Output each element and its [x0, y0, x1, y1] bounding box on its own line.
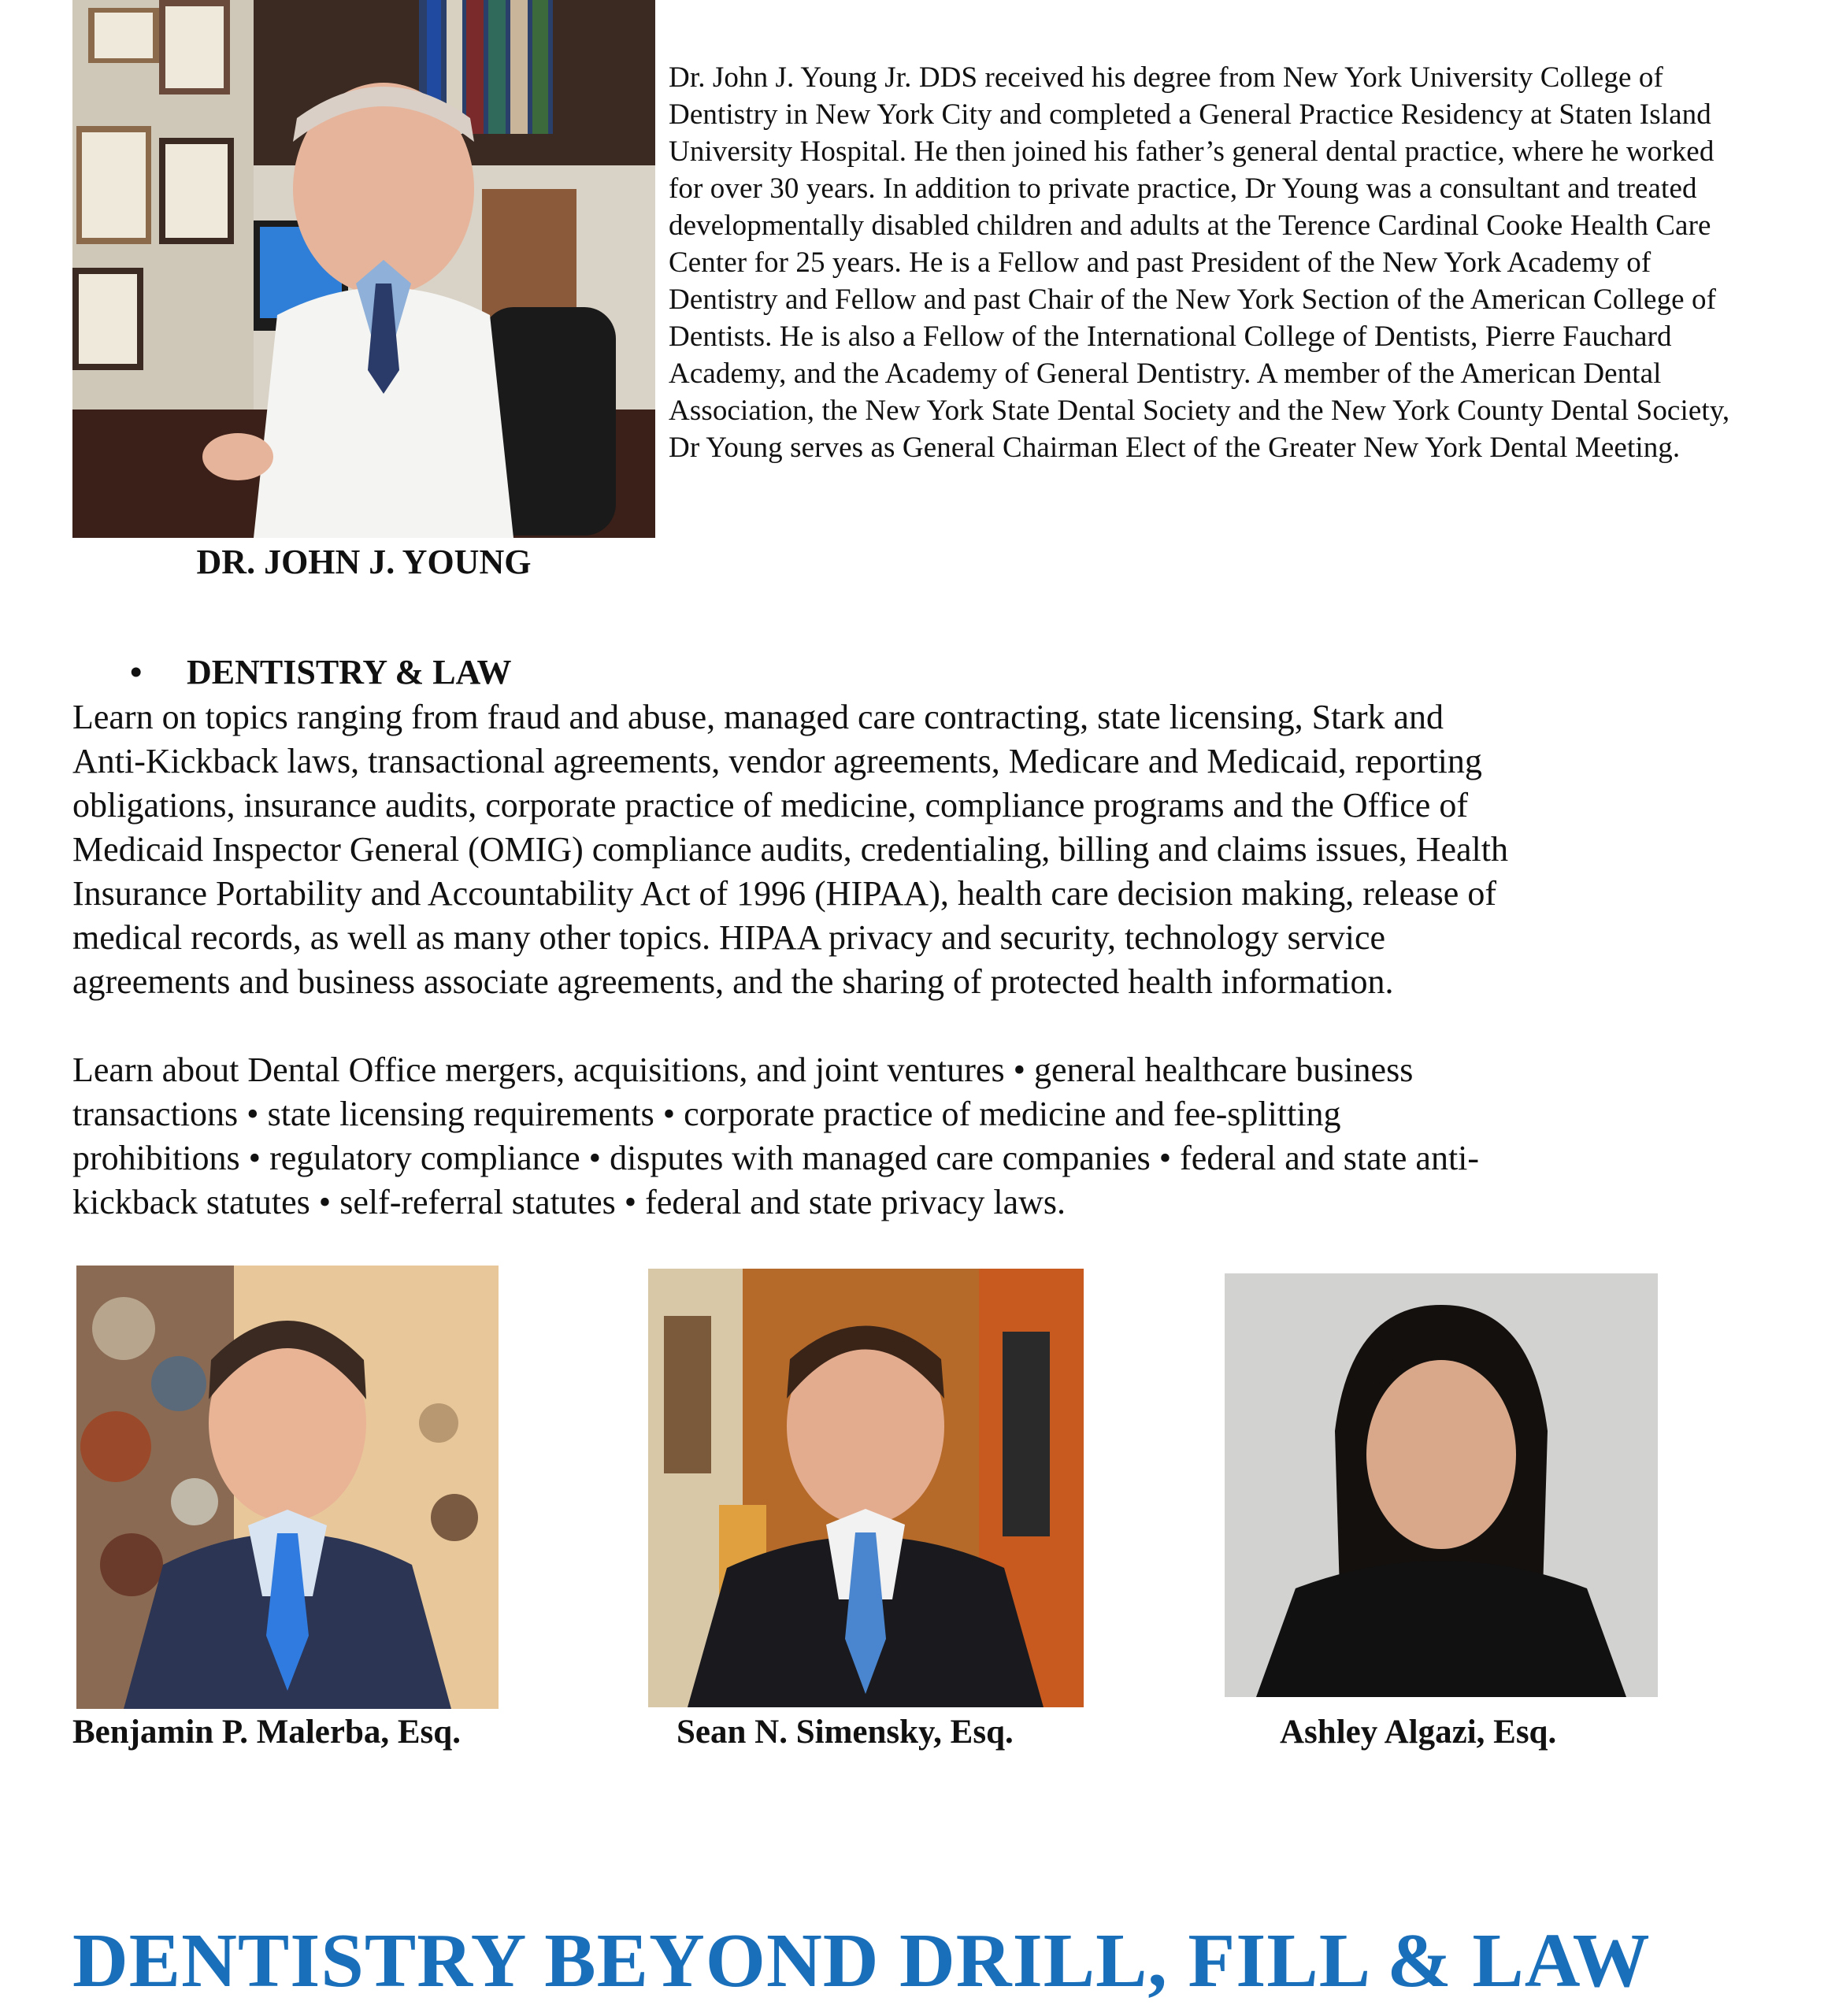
- attorney-name-simensky: Sean N. Simensky, Esq.: [677, 1714, 1014, 1751]
- bio-line: Dr Young serves as General Chairman Elect of the Greater New York Dental Meeting.: [669, 432, 1681, 464]
- paragraph-line: prohibitions • regulatory compliance • disputes with managed care companies • federal and state anti-: [72, 1139, 1480, 1177]
- bio-line: for over 30 years. In addition to private practice, Dr Young was a consultant and treated: [669, 172, 1697, 205]
- paragraph-line: Learn about Dental Office mergers, acquisitions, and joint ventures • general healthcare business: [72, 1051, 1414, 1089]
- mergers-paragraph: [72, 1048, 1758, 1225]
- john-young-photo: [72, 0, 655, 538]
- bio-line: Center for 25 years. He is a Fellow and past President of the New York Academy of: [669, 246, 1652, 279]
- bio-line: developmentally disabled children and adults at the Terence Cardinal Cooke Health Care: [669, 209, 1711, 242]
- paragraph-line: Insurance Portability and Accountability Act of 1996 (HIPAA), health care decision making, release of: [72, 874, 1496, 913]
- bio-line: Dentistry in New York City and completed a General Practice Residency at Staten Island: [669, 98, 1711, 131]
- attorney-name-algazi: Ashley Algazi, Esq.: [1280, 1714, 1557, 1751]
- bullet-icon: •: [130, 653, 143, 691]
- paragraph-line: Learn on topics ranging from fraud and abuse, managed care contracting, state licensing, Stark and: [72, 698, 1444, 736]
- attorney-name-malerba: Benjamin P. Malerba, Esq.: [72, 1714, 461, 1751]
- topics-paragraph: [72, 695, 1758, 1004]
- john-young-bio: [669, 59, 1826, 466]
- paragraph-line: kickback statutes • self-referral statutes • federal and state privacy laws.: [72, 1183, 1066, 1221]
- bio-line: Dentists. He is also a Fellow of the International College of Dentists, Pierre Fauchard: [669, 321, 1672, 353]
- paragraph-line: agreements and business associate agreements, and the sharing of protected health information.: [72, 962, 1394, 1001]
- paragraph-line: Medicaid Inspector General (OMIG) compliance audits, credentialing, billing and claims issues, Health: [72, 830, 1508, 869]
- footer-title: DENTISTRY BEYOND DRILL, FILL & LAW: [72, 1918, 1651, 2003]
- simensky-photo: [648, 1269, 1084, 1707]
- bio-line: Dr. John J. Young Jr. DDS received his degree from New York University College of: [669, 61, 1663, 94]
- paragraph-line: obligations, insurance audits, corporate practice of medicine, compliance programs and the Office of: [72, 786, 1468, 825]
- paragraph-line: medical records, as well as many other topics. HIPAA privacy and security, technology service: [72, 918, 1386, 957]
- paragraph-line: Anti-Kickback laws, transactional agreements, vendor agreements, Medicare and Medicaid, reporting: [72, 742, 1482, 780]
- algazi-photo: [1225, 1273, 1658, 1697]
- bio-line: University Hospital. He then joined his father’s general dental practice, where he worked: [669, 135, 1715, 168]
- paragraph-line: transactions • state licensing requirements • corporate practice of medicine and fee-splitting: [72, 1095, 1341, 1133]
- bio-line: Dentistry and Fellow and past Chair of the New York Section of the American College of: [669, 284, 1717, 316]
- section-heading: [130, 650, 511, 695]
- malerba-photo: [76, 1266, 499, 1709]
- bio-line: Academy, and the Academy of General Dentistry. A member of the American Dental: [669, 358, 1662, 390]
- section-heading-text: DENTISTRY & LAW: [187, 653, 512, 691]
- bio-line: Association, the New York State Dental Society and the New York County Dental Society,: [669, 395, 1730, 427]
- john-young-caption: DR. JOHN J. YOUNG: [196, 543, 532, 581]
